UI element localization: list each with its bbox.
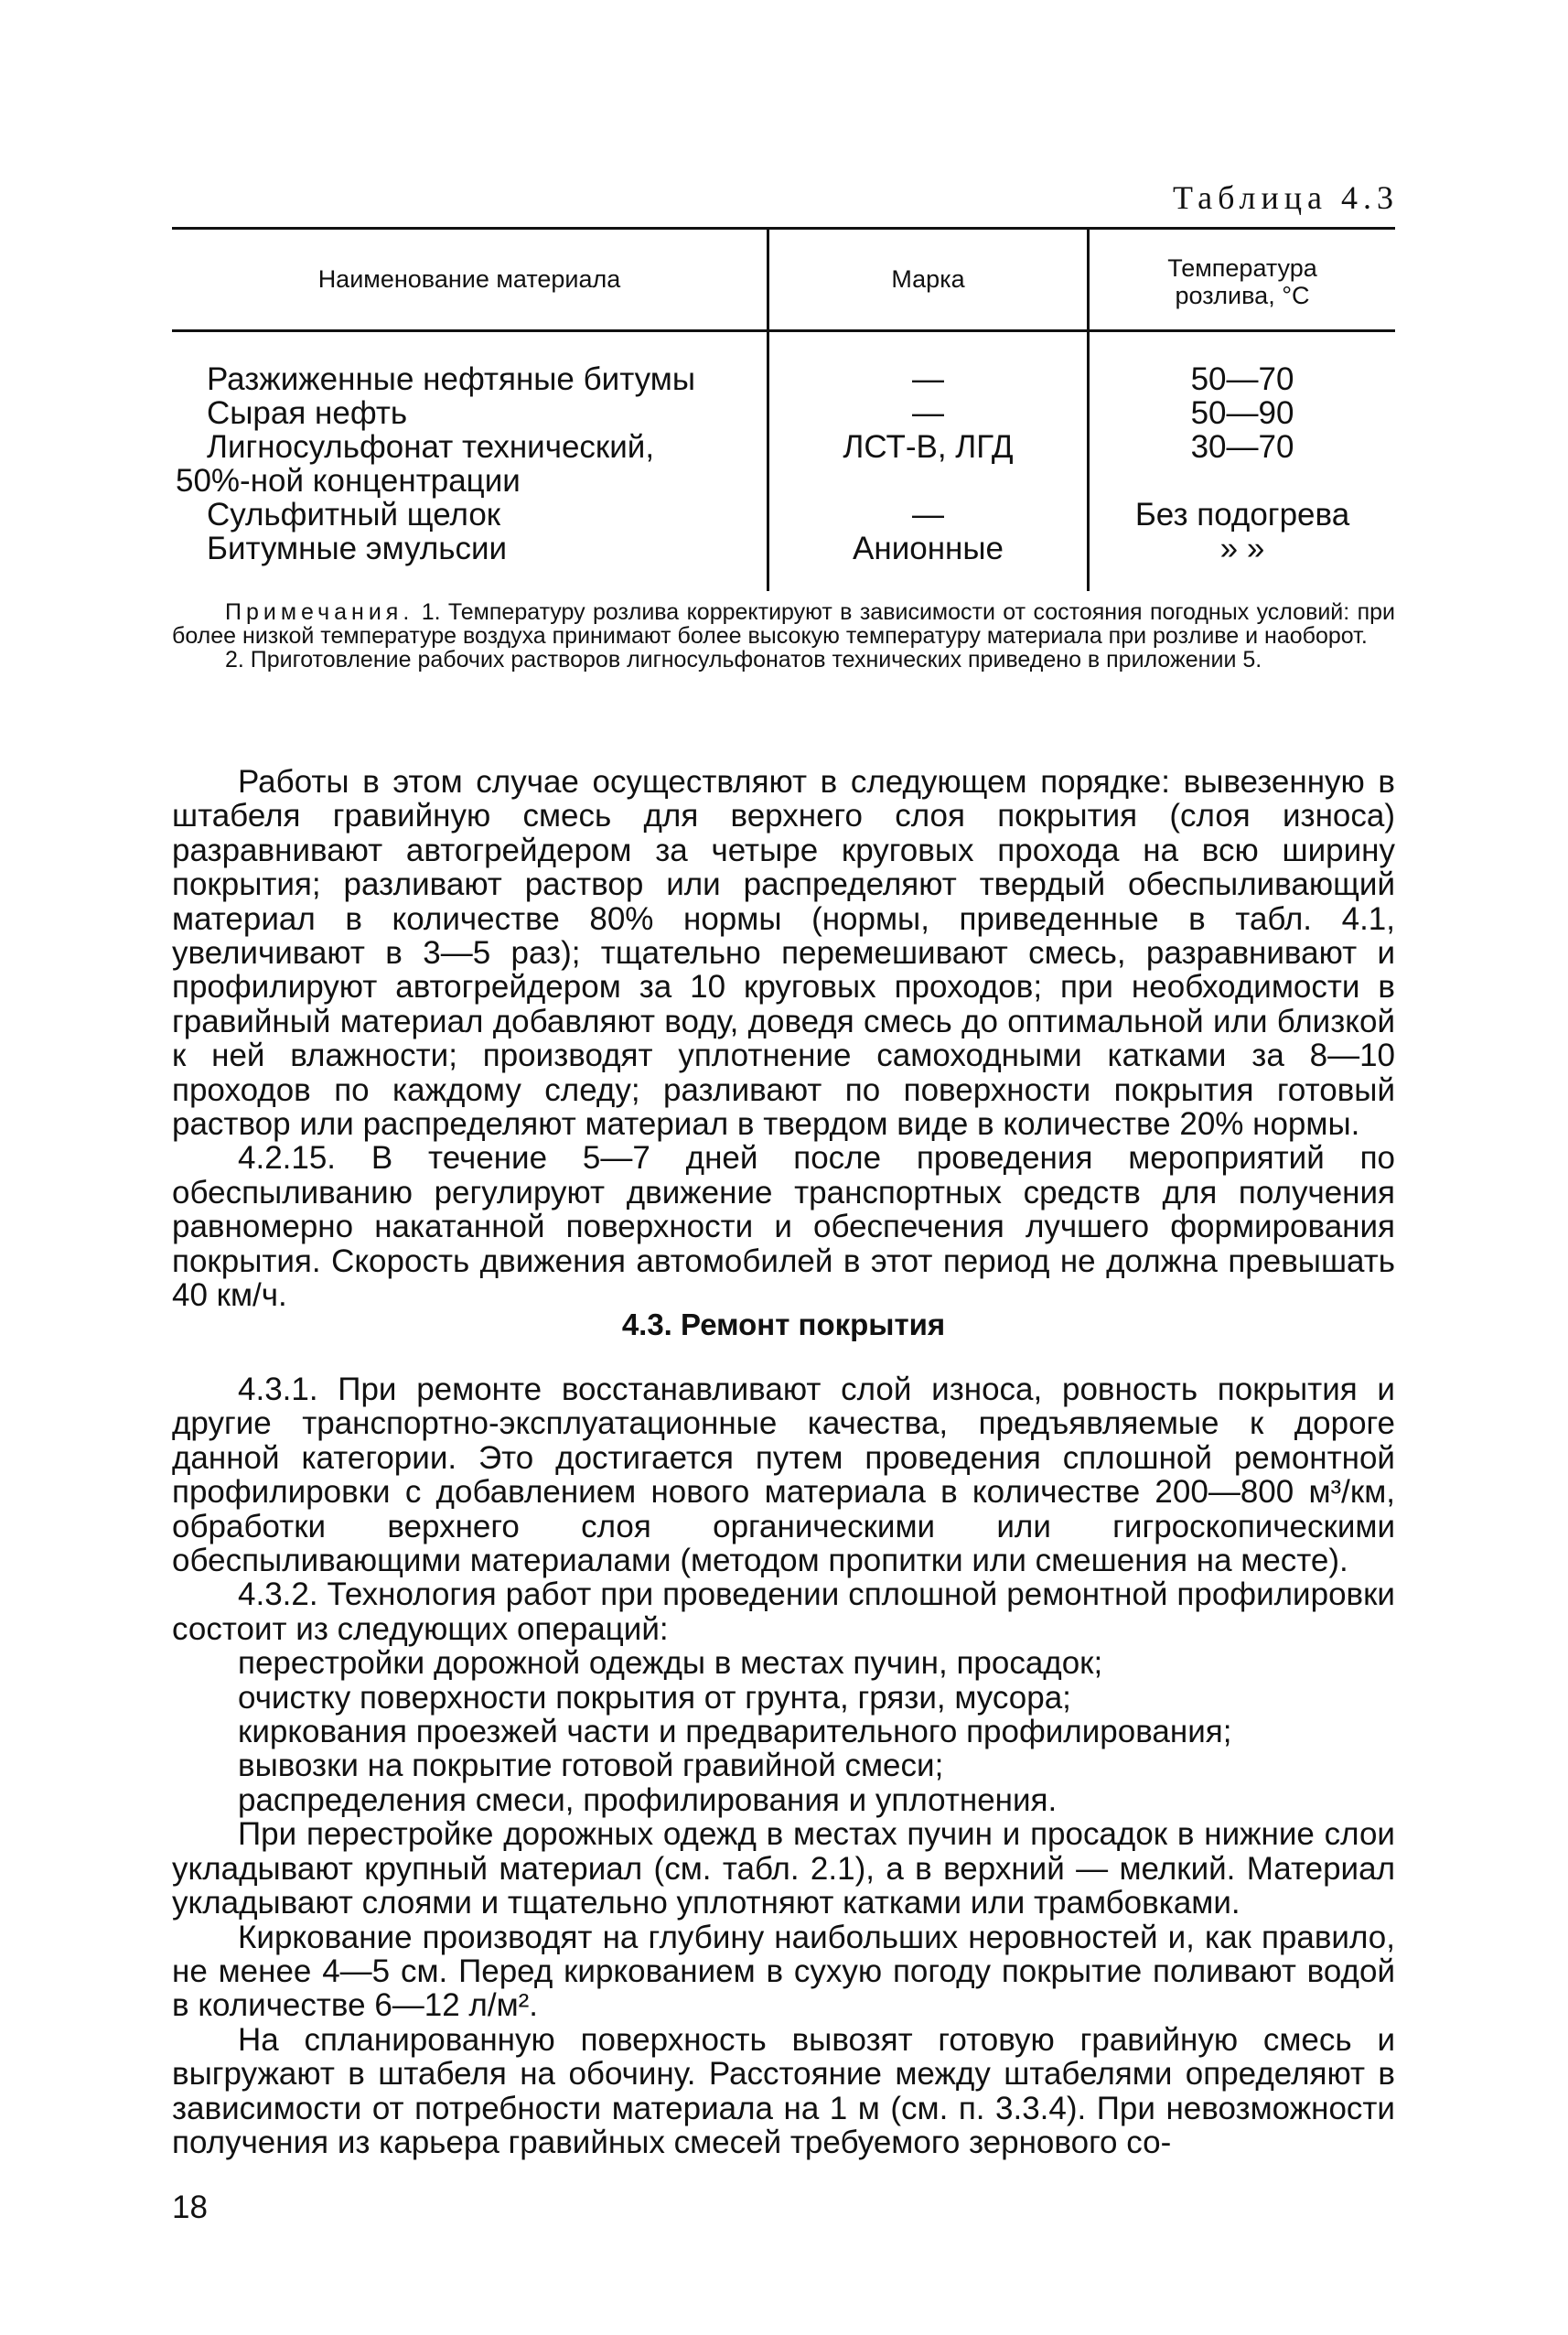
body-text-block bbox=[172, 1372, 1395, 2159]
header-mark: Марка bbox=[891, 265, 965, 293]
header-temperature-line2: розлива, °С bbox=[1175, 282, 1310, 309]
header-temperature-line1: Температура bbox=[1167, 254, 1317, 282]
mark-cell: — bbox=[912, 497, 944, 533]
note-2: 2. Приготовление рабочих растворов лигносульфонатов технических приведено в приложении 5. bbox=[225, 647, 1262, 673]
section-heading: 4.3. Ремонт покрытия bbox=[621, 1307, 946, 1341]
temperature-cell: 30—70 bbox=[1190, 429, 1294, 465]
material-name: Разжиженные нефтяные битумы bbox=[207, 361, 695, 397]
material-name-continuation: 50%-ной концентрации bbox=[176, 463, 521, 499]
paragraph: На спланированную поверхность вывозят готовую гравийную смесь и выгружают в штабеля на обочину. Расстояние между штабелями определяют в зависимости от потребности материала на 1 м (см. п. 3.3.4). При невозможности получения из карьера гравийных смесей требуемого зернового со- bbox=[172, 2021, 1395, 2160]
material-name-column bbox=[176, 362, 761, 565]
mark-cell: Анионные bbox=[853, 531, 1004, 566]
temperature-cell: » » bbox=[1219, 531, 1265, 566]
paragraph: 4.2.15. В течение 5—7 дней после проведения мероприятий по обеспыливанию регулируют движение транспортных средств для получения равномерно накатанной поверхности и обеспечения лучшего формирования покрытия. Скорость движения автомобилей в этот период не должна превышать 40 км/ч. bbox=[172, 1140, 1395, 1314]
header-material-name: Наименование материала bbox=[317, 265, 621, 293]
temperature-cell: 50—70 bbox=[1190, 361, 1294, 397]
mark-cell: — bbox=[912, 395, 944, 431]
paragraph: 4.3.2. Технология работ при проведении сплошной ремонтной профилировки состоит из следующих операций: bbox=[172, 1576, 1395, 1647]
note-1 bbox=[172, 600, 1395, 648]
note-1-text: 1. Температуру розлива корректируют в зависимости от состояния погодных условий: при более низкой температуре воздуха принимают более высокую температуру материала при розливе и наоборот. bbox=[172, 599, 1396, 649]
header-temperature bbox=[1090, 254, 1395, 309]
paragraph: Киркование производят на глубину наибольших неровностей и, как правило, не менее 4—5 см. Перед киркованием в сухую погоду покрытие поливают водой в количестве 6—12 л/м². bbox=[172, 1919, 1395, 2024]
mark-column bbox=[769, 362, 1087, 565]
material-name: Лигносульфонат технический, bbox=[207, 429, 655, 465]
paragraph: 4.3.1. При ремонте восстанавливают слой износа, ровность покрытия и другие транспортно-эксплуатационные качества, предъявляемые к дороге данной категории. Это достигается путем проведения сплошной ремонтной профилировки с добавлением нового материала в количестве 200—800 м³/км, обработки верхнего слоя органическими или гигроскопическими обеспыливающими материалами (методом пропитки или смешения на месте). bbox=[172, 1372, 1395, 1579]
temperature-cell: Без подогрева bbox=[1134, 497, 1350, 533]
temperature-cell: 50—90 bbox=[1190, 395, 1294, 431]
mark-cell: — bbox=[912, 361, 944, 397]
page-number: 18 bbox=[172, 2190, 208, 2225]
list-item: вывозки на покрытие готовой гравийной смеси; bbox=[238, 1748, 944, 1784]
paragraph: Работы в этом случае осуществляют в следующем порядке: вывезенную в штабеля гравийную смесь для верхнего слоя покрытия (слоя износа) разравнивают автогрейдером за четыре круговых прохода на всю ширину покрытия; разливают раствор или распределяют твердый обеспыливающий материал в количестве 80% нормы (нормы, приведенные в табл. 4.1, увеличивают в 3—5 раз); тщательно перемешивают смесь, разравнивают и профилируют автогрейдером за 10 круговых проходов; при необходимости в гравийный материал добавляют воду, доведя смесь до оптимальной или близкой к ней влажности; производят уплотнение самоходными катками за 8—10 проходов по каждому следу; разливают по поверхности покрытия готовый раствор или распределяют материал в твердом виде в количестве 20% нормы. bbox=[172, 764, 1395, 1143]
mark-cell: ЛСТ-В, ЛГД bbox=[843, 429, 1014, 465]
temperature-column bbox=[1090, 362, 1395, 565]
materials-table bbox=[172, 227, 1395, 593]
list-item: очистку поверхности покрытия от грунта, грязи, мусора; bbox=[238, 1679, 1071, 1716]
list-item: киркования проезжей части и предварительного профилирования; bbox=[238, 1714, 1232, 1750]
table-notes bbox=[172, 600, 1395, 672]
paragraph: При перестройке дорожных одежд в местах пучин и просадок в нижние слои укладывают крупный материал (см. табл. 2.1), а в верхний — мелкий. Материал укладывают слоями и тщательно уплотняют катками или трамбовками. bbox=[172, 1816, 1395, 1921]
body-text-block bbox=[172, 765, 1395, 1313]
material-name: Сырая нефть bbox=[207, 395, 408, 431]
table-top-rule bbox=[172, 227, 1395, 230]
list-item: распределения смеси, профилирования и уплотнения. bbox=[238, 1781, 1058, 1818]
table-caption: Таблица 4.3 bbox=[1173, 179, 1399, 216]
notes-label: Примечания. bbox=[225, 599, 414, 625]
table-header-rule bbox=[172, 329, 1395, 332]
material-name: Сульфитный щелок bbox=[207, 497, 501, 533]
list-item: перестройки дорожной одежды в местах пучин, просадок; bbox=[238, 1645, 1103, 1682]
material-name: Битумные эмульсии bbox=[207, 531, 508, 566]
